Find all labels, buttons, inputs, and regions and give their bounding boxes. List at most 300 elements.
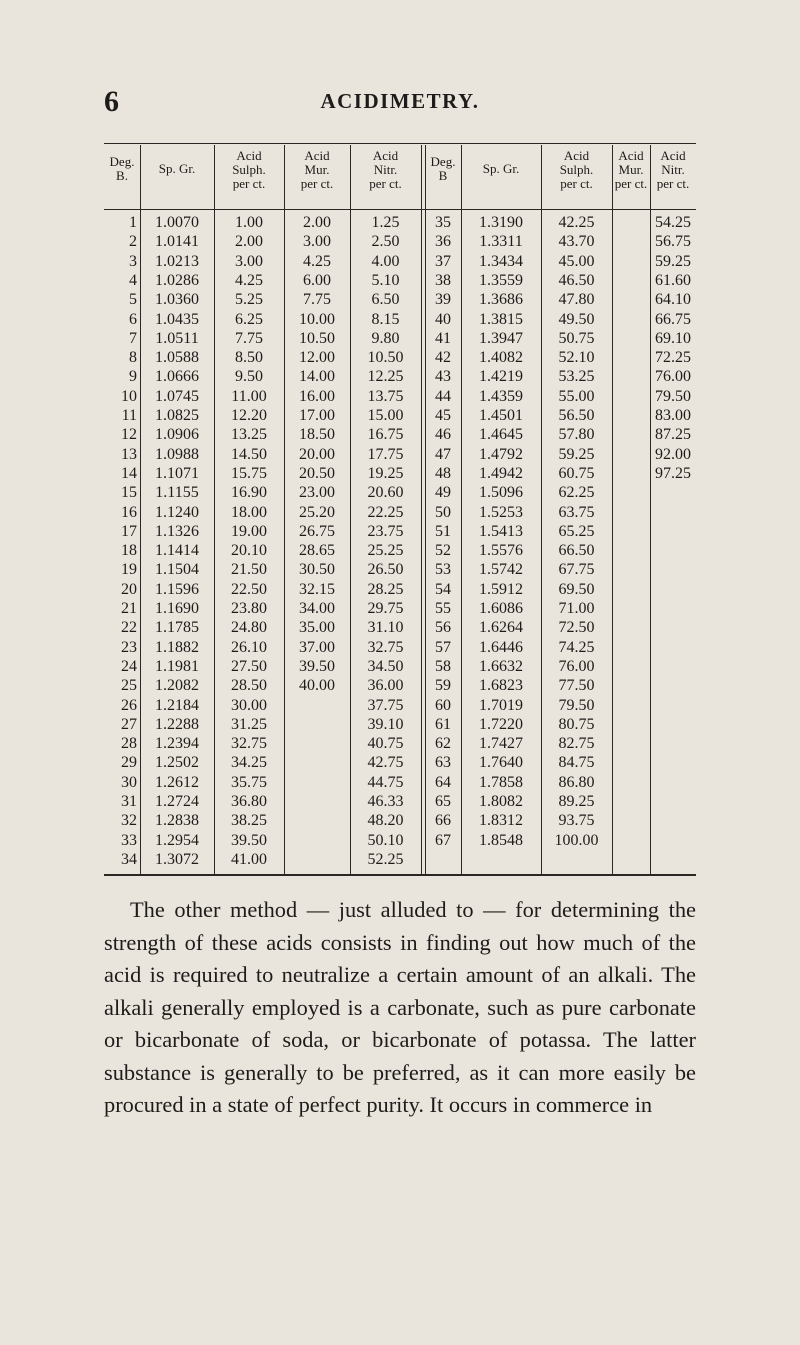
cell-acid-sulph: 18.00 bbox=[231, 503, 267, 521]
table-row bbox=[104, 213, 696, 232]
cell-acid-sulph-right: 60.75 bbox=[558, 464, 595, 482]
table-bottom-rule bbox=[104, 874, 696, 876]
table-row bbox=[104, 425, 696, 444]
cell-sp-gr-right: 1.6086 bbox=[479, 600, 523, 617]
cell-acid-nitr: 44.75 bbox=[367, 773, 404, 791]
cell-sp-gr-right: 1.3559 bbox=[479, 271, 523, 289]
cell-sp-gr-right: 1.6446 bbox=[479, 638, 523, 656]
cell-acid-mur: 12.00 bbox=[299, 349, 335, 367]
table-row bbox=[104, 831, 696, 850]
cell-sp-gr-right: 1.4219 bbox=[479, 368, 523, 386]
cell-acid-nitr: 22.25 bbox=[367, 503, 404, 521]
table-row bbox=[104, 811, 696, 830]
cell-acid-sulph: 2.00 bbox=[235, 233, 263, 251]
cell-sp-gr: 1.2288 bbox=[155, 715, 199, 733]
header-mur-right: Acid Mur. per ct. bbox=[614, 148, 648, 191]
cell-acid-nitr: 1.25 bbox=[371, 214, 400, 231]
cell-deg-b-right: 39 bbox=[435, 291, 451, 309]
cell-deg-b: 12 bbox=[121, 426, 137, 444]
cell-acid-mur: 6.00 bbox=[303, 271, 331, 289]
cell-acid-sulph: 30.00 bbox=[231, 696, 267, 714]
cell-acid-sulph: 16.90 bbox=[231, 484, 267, 502]
cell-deg-b: 1 bbox=[129, 214, 137, 231]
header-spgr-right: Sp. Gr. bbox=[482, 161, 520, 176]
cell-deg-b: 4 bbox=[129, 271, 137, 289]
cell-acid-mur: 2.00 bbox=[303, 214, 331, 231]
cell-acid-nitr: 32.75 bbox=[367, 638, 404, 656]
cell-acid-nitr: 28.25 bbox=[367, 580, 404, 598]
cell-deg-b-right: 35 bbox=[435, 214, 451, 231]
cell-acid-nitr: 52.25 bbox=[367, 850, 404, 868]
cell-acid-nitr: 15.00 bbox=[367, 407, 404, 424]
cell-acid-sulph-right: 46.50 bbox=[558, 271, 595, 289]
cell-sp-gr: 1.2724 bbox=[155, 793, 199, 810]
cell-deg-b: 24 bbox=[121, 657, 137, 675]
cell-deg-b: 33 bbox=[121, 831, 137, 849]
cell-sp-gr: 1.1690 bbox=[155, 600, 199, 617]
cell-acid-nitr-right: 64.10 bbox=[655, 291, 691, 309]
cell-acid-nitr: 37.75 bbox=[367, 696, 404, 714]
cell-acid-sulph-right: 69.50 bbox=[558, 580, 595, 598]
cell-sp-gr-right: 1.5742 bbox=[479, 561, 523, 579]
cell-acid-sulph: 3.00 bbox=[235, 252, 263, 270]
cell-sp-gr-right: 1.4082 bbox=[479, 349, 523, 367]
cell-acid-sulph-right: 50.75 bbox=[558, 329, 595, 347]
cell-acid-nitr: 29.75 bbox=[367, 600, 404, 617]
cell-acid-mur: 34.00 bbox=[299, 600, 335, 617]
table-row bbox=[104, 773, 696, 792]
header-deg-right: Deg. B bbox=[430, 154, 456, 183]
cell-sp-gr: 1.2612 bbox=[155, 773, 199, 791]
cell-deg-b-right: 62 bbox=[435, 735, 451, 753]
cell-deg-b-right: 50 bbox=[435, 503, 451, 521]
cell-acid-nitr-right: 87.25 bbox=[655, 426, 691, 444]
cell-deg-b-right: 59 bbox=[435, 677, 451, 695]
cell-acid-nitr: 48.20 bbox=[367, 812, 404, 830]
cell-sp-gr-right: 1.4501 bbox=[479, 407, 523, 424]
table-row bbox=[104, 522, 696, 541]
cell-deg-b: 31 bbox=[121, 793, 137, 810]
cell-acid-sulph-right: 47.80 bbox=[558, 291, 595, 309]
cell-acid-nitr: 12.25 bbox=[367, 368, 404, 386]
cell-acid-sulph: 31.25 bbox=[231, 715, 267, 733]
cell-deg-b-right: 61 bbox=[435, 715, 451, 733]
cell-acid-mur: 10.00 bbox=[299, 310, 335, 328]
cell-sp-gr-right: 1.5413 bbox=[479, 522, 523, 540]
cell-sp-gr: 1.1596 bbox=[155, 580, 199, 598]
cell-acid-sulph-right: 93.75 bbox=[558, 812, 595, 830]
table-row bbox=[104, 483, 696, 502]
cell-deg-b-right: 66 bbox=[435, 812, 451, 830]
cell-acid-mur: 23.00 bbox=[299, 484, 335, 502]
cell-sp-gr: 1.1414 bbox=[155, 542, 199, 560]
cell-acid-sulph-right: 55.00 bbox=[558, 387, 595, 405]
cell-acid-sulph: 35.75 bbox=[231, 773, 267, 791]
cell-acid-mur: 39.50 bbox=[299, 657, 335, 675]
cell-acid-nitr: 25.25 bbox=[367, 542, 404, 560]
cell-acid-sulph-right: 52.10 bbox=[558, 349, 595, 367]
cell-acid-sulph-right: 57.80 bbox=[558, 426, 595, 444]
cell-acid-sulph: 21.50 bbox=[231, 561, 267, 579]
cell-acid-mur: 10.50 bbox=[299, 329, 335, 347]
cell-acid-sulph-right: 77.50 bbox=[558, 677, 595, 695]
cell-deg-b: 2 bbox=[129, 233, 137, 251]
cell-deg-b-right: 42 bbox=[435, 349, 451, 367]
cell-sp-gr: 1.0588 bbox=[155, 349, 199, 367]
cell-acid-sulph: 14.50 bbox=[231, 445, 267, 463]
cell-acid-sulph-right: 76.00 bbox=[558, 657, 595, 675]
table-row bbox=[104, 329, 696, 348]
cell-acid-mur: 30.50 bbox=[299, 561, 335, 579]
cell-acid-mur: 25.20 bbox=[299, 503, 335, 521]
cell-deg-b: 3 bbox=[129, 252, 137, 270]
cell-acid-mur: 32.15 bbox=[299, 580, 335, 598]
cell-acid-nitr-right: 97.25 bbox=[655, 464, 691, 482]
header-sulph-right: Acid Sulph. per ct. bbox=[559, 148, 594, 191]
table-row bbox=[104, 638, 696, 657]
cell-acid-sulph-right: 43.70 bbox=[558, 233, 595, 251]
header-spgr-left: Sp. Gr. bbox=[158, 161, 196, 176]
cell-acid-nitr-right: 76.00 bbox=[655, 368, 691, 386]
cell-sp-gr: 1.3072 bbox=[155, 850, 199, 868]
cell-sp-gr-right: 1.3190 bbox=[479, 214, 523, 231]
cell-deg-b-right: 53 bbox=[435, 561, 451, 579]
cell-sp-gr-right: 1.5912 bbox=[479, 580, 523, 598]
table-row bbox=[104, 348, 696, 367]
cell-acid-sulph-right: 59.25 bbox=[558, 445, 595, 463]
cell-deg-b: 21 bbox=[121, 600, 137, 617]
cell-acid-nitr: 39.10 bbox=[367, 715, 404, 733]
cell-acid-sulph-right: 79.50 bbox=[558, 696, 595, 714]
cell-acid-sulph: 24.80 bbox=[231, 619, 267, 637]
cell-acid-nitr-right: 72.25 bbox=[655, 349, 691, 367]
cell-deg-b: 17 bbox=[121, 522, 137, 540]
header-deg-left: Deg. B. bbox=[109, 154, 135, 183]
table-row bbox=[104, 696, 696, 715]
cell-deg-b: 8 bbox=[129, 349, 137, 367]
cell-sp-gr-right: 1.3947 bbox=[479, 329, 523, 347]
cell-deg-b-right: 37 bbox=[435, 252, 451, 270]
cell-deg-b-right: 43 bbox=[435, 368, 451, 386]
cell-acid-nitr: 19.25 bbox=[367, 464, 404, 482]
cell-sp-gr: 1.1326 bbox=[155, 522, 199, 540]
cell-acid-sulph-right: 71.00 bbox=[558, 600, 595, 617]
cell-acid-mur: 20.50 bbox=[299, 464, 335, 482]
cell-sp-gr: 1.0141 bbox=[155, 233, 199, 251]
cell-acid-nitr: 13.75 bbox=[367, 387, 404, 405]
cell-deg-b-right: 56 bbox=[435, 619, 451, 637]
table-row bbox=[104, 406, 696, 425]
page-number: 6 bbox=[104, 85, 119, 118]
cell-acid-mur: 18.50 bbox=[299, 426, 335, 444]
cell-acid-sulph: 34.25 bbox=[231, 754, 267, 772]
cell-acid-sulph-right: 100.00 bbox=[554, 831, 599, 849]
cell-acid-sulph: 6.25 bbox=[235, 310, 263, 328]
cell-acid-sulph-right: 49.50 bbox=[558, 310, 595, 328]
cell-sp-gr-right: 1.4359 bbox=[479, 387, 523, 405]
cell-deg-b-right: 51 bbox=[435, 522, 451, 540]
cell-sp-gr-right: 1.5096 bbox=[479, 484, 523, 502]
cell-deg-b: 13 bbox=[121, 445, 137, 463]
cell-sp-gr: 1.0825 bbox=[155, 407, 199, 424]
cell-deg-b: 27 bbox=[121, 715, 137, 733]
cell-acid-mur: 26.75 bbox=[299, 522, 335, 540]
cell-deg-b-right: 46 bbox=[435, 426, 451, 444]
cell-sp-gr-right: 1.7640 bbox=[479, 754, 523, 772]
cell-acid-sulph-right: 86.80 bbox=[558, 773, 595, 791]
cell-acid-sulph: 13.25 bbox=[231, 426, 267, 444]
cell-deg-b-right: 54 bbox=[435, 580, 451, 598]
cell-acid-mur: 40.00 bbox=[299, 677, 335, 695]
cell-sp-gr: 1.1240 bbox=[155, 503, 199, 521]
table-row bbox=[104, 657, 696, 676]
cell-acid-mur: 4.25 bbox=[303, 252, 331, 270]
cell-acid-nitr-right: 69.10 bbox=[655, 329, 691, 347]
cell-deg-b-right: 57 bbox=[435, 638, 451, 656]
cell-deg-b-right: 58 bbox=[435, 657, 451, 675]
cell-deg-b: 11 bbox=[121, 407, 137, 424]
cell-deg-b-right: 47 bbox=[435, 445, 451, 463]
cell-acid-nitr-right: 83.00 bbox=[655, 407, 691, 424]
cell-acid-sulph-right: 82.75 bbox=[558, 735, 595, 753]
cell-acid-sulph: 5.25 bbox=[235, 291, 263, 309]
cell-acid-nitr-right: 56.75 bbox=[655, 233, 691, 251]
body-paragraph bbox=[104, 894, 696, 1122]
cell-acid-mur: 37.00 bbox=[299, 638, 335, 656]
cell-sp-gr: 1.0988 bbox=[155, 445, 199, 463]
table-row bbox=[104, 541, 696, 560]
table-row bbox=[104, 618, 696, 637]
cell-acid-sulph-right: 56.50 bbox=[558, 407, 595, 424]
cell-sp-gr-right: 1.4792 bbox=[479, 445, 523, 463]
cell-deg-b-right: 63 bbox=[435, 754, 451, 772]
cell-sp-gr: 1.2394 bbox=[155, 735, 199, 753]
cell-sp-gr-right: 1.8082 bbox=[479, 793, 523, 810]
cell-acid-sulph-right: 53.25 bbox=[558, 368, 595, 386]
cell-deg-b: 7 bbox=[129, 329, 137, 347]
cell-acid-mur: 35.00 bbox=[299, 619, 335, 637]
cell-acid-nitr: 26.50 bbox=[367, 561, 404, 579]
cell-acid-sulph: 8.50 bbox=[235, 349, 263, 367]
cell-sp-gr: 1.1882 bbox=[155, 638, 199, 656]
cell-deg-b: 9 bbox=[129, 368, 137, 386]
table-row bbox=[104, 445, 696, 464]
cell-deg-b-right: 60 bbox=[435, 696, 451, 714]
cell-sp-gr: 1.2838 bbox=[155, 812, 199, 830]
cell-sp-gr: 1.0906 bbox=[155, 426, 199, 444]
cell-deg-b-right: 44 bbox=[435, 387, 451, 405]
cell-acid-sulph-right: 74.25 bbox=[558, 638, 595, 656]
cell-deg-b-right: 49 bbox=[435, 484, 451, 502]
cell-acid-nitr: 2.50 bbox=[371, 233, 400, 251]
cell-acid-nitr: 17.75 bbox=[367, 445, 404, 463]
table-row bbox=[104, 310, 696, 329]
cell-sp-gr-right: 1.7220 bbox=[479, 715, 523, 733]
cell-acid-sulph-right: 89.25 bbox=[558, 793, 595, 810]
cell-acid-sulph-right: 45.00 bbox=[558, 252, 595, 270]
cell-sp-gr-right: 1.3815 bbox=[479, 310, 523, 328]
header-rule bbox=[104, 209, 696, 210]
table-row bbox=[104, 252, 696, 271]
cell-acid-sulph-right: 62.25 bbox=[558, 484, 595, 502]
table-row bbox=[104, 792, 696, 811]
cell-acid-nitr: 40.75 bbox=[367, 735, 404, 753]
header-nitr-right: Acid Nitr. per ct. bbox=[656, 148, 690, 191]
cell-deg-b: 32 bbox=[121, 812, 137, 830]
cell-deg-b: 34 bbox=[121, 850, 137, 868]
table-row bbox=[104, 560, 696, 579]
cell-acid-sulph: 28.50 bbox=[231, 677, 267, 695]
cell-acid-sulph-right: 80.75 bbox=[558, 715, 595, 733]
cell-deg-b: 10 bbox=[121, 387, 137, 405]
cell-acid-nitr-right: 79.50 bbox=[655, 387, 691, 405]
table-row bbox=[104, 290, 696, 309]
cell-sp-gr-right: 1.3434 bbox=[479, 252, 523, 270]
cell-deg-b: 14 bbox=[121, 464, 137, 482]
cell-acid-sulph: 39.50 bbox=[231, 831, 267, 849]
cell-acid-nitr: 6.50 bbox=[371, 291, 400, 309]
cell-deg-b-right: 45 bbox=[435, 407, 451, 424]
table-row bbox=[104, 271, 696, 290]
table-row bbox=[104, 753, 696, 772]
cell-deg-b-right: 40 bbox=[435, 310, 451, 328]
cell-sp-gr: 1.1155 bbox=[155, 484, 199, 502]
cell-acid-nitr-right: 54.25 bbox=[655, 214, 691, 231]
cell-sp-gr: 1.0666 bbox=[155, 368, 199, 386]
cell-acid-nitr: 34.50 bbox=[367, 657, 404, 675]
cell-sp-gr-right: 1.6264 bbox=[479, 619, 523, 637]
cell-sp-gr: 1.1785 bbox=[155, 619, 199, 637]
cell-acid-nitr: 23.75 bbox=[367, 522, 404, 540]
cell-acid-nitr: 36.00 bbox=[367, 677, 404, 695]
cell-deg-b: 30 bbox=[121, 773, 137, 791]
cell-sp-gr-right: 1.5576 bbox=[479, 542, 523, 560]
cell-acid-nitr-right: 61.60 bbox=[655, 271, 691, 289]
cell-acid-mur: 16.00 bbox=[299, 387, 335, 405]
cell-acid-sulph-right: 65.25 bbox=[558, 522, 595, 540]
cell-deg-b: 16 bbox=[121, 503, 137, 521]
cell-acid-sulph: 27.50 bbox=[231, 657, 267, 675]
cell-deg-b-right: 55 bbox=[435, 600, 451, 617]
cell-sp-gr-right: 1.7019 bbox=[479, 696, 523, 714]
cell-sp-gr-right: 1.3311 bbox=[479, 233, 523, 251]
cell-acid-sulph-right: 63.75 bbox=[558, 503, 595, 521]
cell-deg-b: 20 bbox=[121, 580, 137, 598]
cell-acid-nitr-right: 59.25 bbox=[655, 252, 691, 270]
cell-acid-sulph-right: 84.75 bbox=[558, 754, 595, 772]
cell-acid-sulph: 41.00 bbox=[231, 850, 267, 868]
cell-deg-b: 25 bbox=[121, 677, 137, 695]
cell-acid-nitr: 46.33 bbox=[367, 793, 404, 810]
table-row bbox=[104, 232, 696, 251]
cell-acid-nitr: 8.15 bbox=[371, 310, 400, 328]
cell-sp-gr: 1.0070 bbox=[155, 214, 199, 231]
cell-sp-gr-right: 1.8548 bbox=[479, 831, 523, 849]
cell-sp-gr-right: 1.4942 bbox=[479, 464, 523, 482]
cell-acid-sulph: 15.75 bbox=[231, 464, 267, 482]
cell-sp-gr-right: 1.6823 bbox=[479, 677, 523, 695]
cell-sp-gr: 1.2954 bbox=[155, 831, 199, 849]
cell-sp-gr-right: 1.7427 bbox=[479, 735, 523, 753]
cell-deg-b-right: 65 bbox=[435, 793, 451, 810]
cell-sp-gr-right: 1.7858 bbox=[479, 773, 523, 791]
cell-deg-b-right: 52 bbox=[435, 542, 451, 560]
cell-deg-b-right: 64 bbox=[435, 773, 451, 791]
table-top-rule bbox=[104, 143, 696, 144]
cell-sp-gr: 1.0745 bbox=[155, 387, 199, 405]
table-row bbox=[104, 580, 696, 599]
cell-sp-gr: 1.0360 bbox=[155, 291, 199, 309]
cell-sp-gr-right: 1.6632 bbox=[479, 657, 523, 675]
cell-deg-b: 18 bbox=[121, 542, 137, 560]
cell-sp-gr-right: 1.8312 bbox=[479, 812, 523, 830]
table-row bbox=[104, 464, 696, 483]
cell-acid-nitr: 5.10 bbox=[371, 271, 400, 289]
acidimetry-table bbox=[104, 143, 696, 877]
cell-deg-b-right: 67 bbox=[435, 831, 451, 849]
cell-acid-nitr: 16.75 bbox=[367, 426, 404, 444]
header-mur-left: Acid Mur. per ct. bbox=[300, 148, 334, 191]
cell-sp-gr-right: 1.4645 bbox=[479, 426, 523, 444]
cell-sp-gr: 1.0435 bbox=[155, 310, 199, 328]
cell-acid-nitr: 10.50 bbox=[367, 349, 404, 367]
cell-acid-nitr: 31.10 bbox=[367, 619, 404, 637]
cell-acid-sulph: 1.00 bbox=[235, 214, 263, 231]
cell-sp-gr: 1.1981 bbox=[155, 657, 199, 675]
cell-deg-b: 6 bbox=[129, 310, 137, 328]
cell-acid-nitr: 9.80 bbox=[371, 329, 400, 347]
cell-acid-nitr: 50.10 bbox=[367, 831, 404, 849]
cell-deg-b-right: 36 bbox=[435, 233, 451, 251]
cell-acid-nitr-right: 66.75 bbox=[655, 310, 691, 328]
cell-acid-mur: 14.00 bbox=[299, 368, 335, 386]
cell-deg-b: 28 bbox=[121, 735, 137, 753]
cell-sp-gr: 1.1071 bbox=[155, 464, 199, 482]
table-row bbox=[104, 599, 696, 618]
cell-acid-sulph: 11.00 bbox=[231, 387, 267, 405]
cell-deg-b: 29 bbox=[121, 754, 137, 772]
cell-deg-b: 23 bbox=[121, 638, 137, 656]
cell-acid-sulph-right: 42.25 bbox=[558, 214, 595, 231]
header-sulph-left: Acid Sulph. per ct. bbox=[232, 148, 266, 191]
cell-deg-b-right: 38 bbox=[435, 271, 451, 289]
cell-sp-gr: 1.2502 bbox=[155, 754, 199, 772]
cell-acid-sulph: 7.75 bbox=[235, 329, 263, 347]
cell-acid-sulph-right: 66.50 bbox=[558, 542, 595, 560]
cell-acid-sulph: 19.00 bbox=[231, 522, 267, 540]
cell-acid-sulph: 32.75 bbox=[231, 735, 267, 753]
cell-acid-nitr-right: 92.00 bbox=[655, 445, 691, 463]
cell-acid-sulph: 38.25 bbox=[231, 812, 267, 830]
table-row bbox=[104, 387, 696, 406]
cell-acid-sulph: 26.10 bbox=[231, 638, 267, 656]
cell-deg-b-right: 41 bbox=[435, 329, 451, 347]
cell-acid-sulph: 36.80 bbox=[231, 793, 267, 810]
cell-acid-sulph: 9.50 bbox=[235, 368, 263, 386]
cell-deg-b: 22 bbox=[121, 619, 137, 637]
table-row bbox=[104, 367, 696, 386]
running-head: ACIDIMETRY. bbox=[320, 89, 480, 113]
cell-sp-gr-right: 1.3686 bbox=[479, 291, 523, 309]
table-row bbox=[104, 676, 696, 695]
cell-sp-gr: 1.1504 bbox=[155, 561, 199, 579]
cell-deg-b: 26 bbox=[121, 696, 137, 714]
cell-sp-gr: 1.0286 bbox=[155, 271, 199, 289]
table-row bbox=[104, 734, 696, 753]
cell-deg-b: 19 bbox=[121, 561, 137, 579]
cell-acid-mur: 20.00 bbox=[299, 445, 335, 463]
cell-deg-b: 15 bbox=[121, 484, 137, 502]
